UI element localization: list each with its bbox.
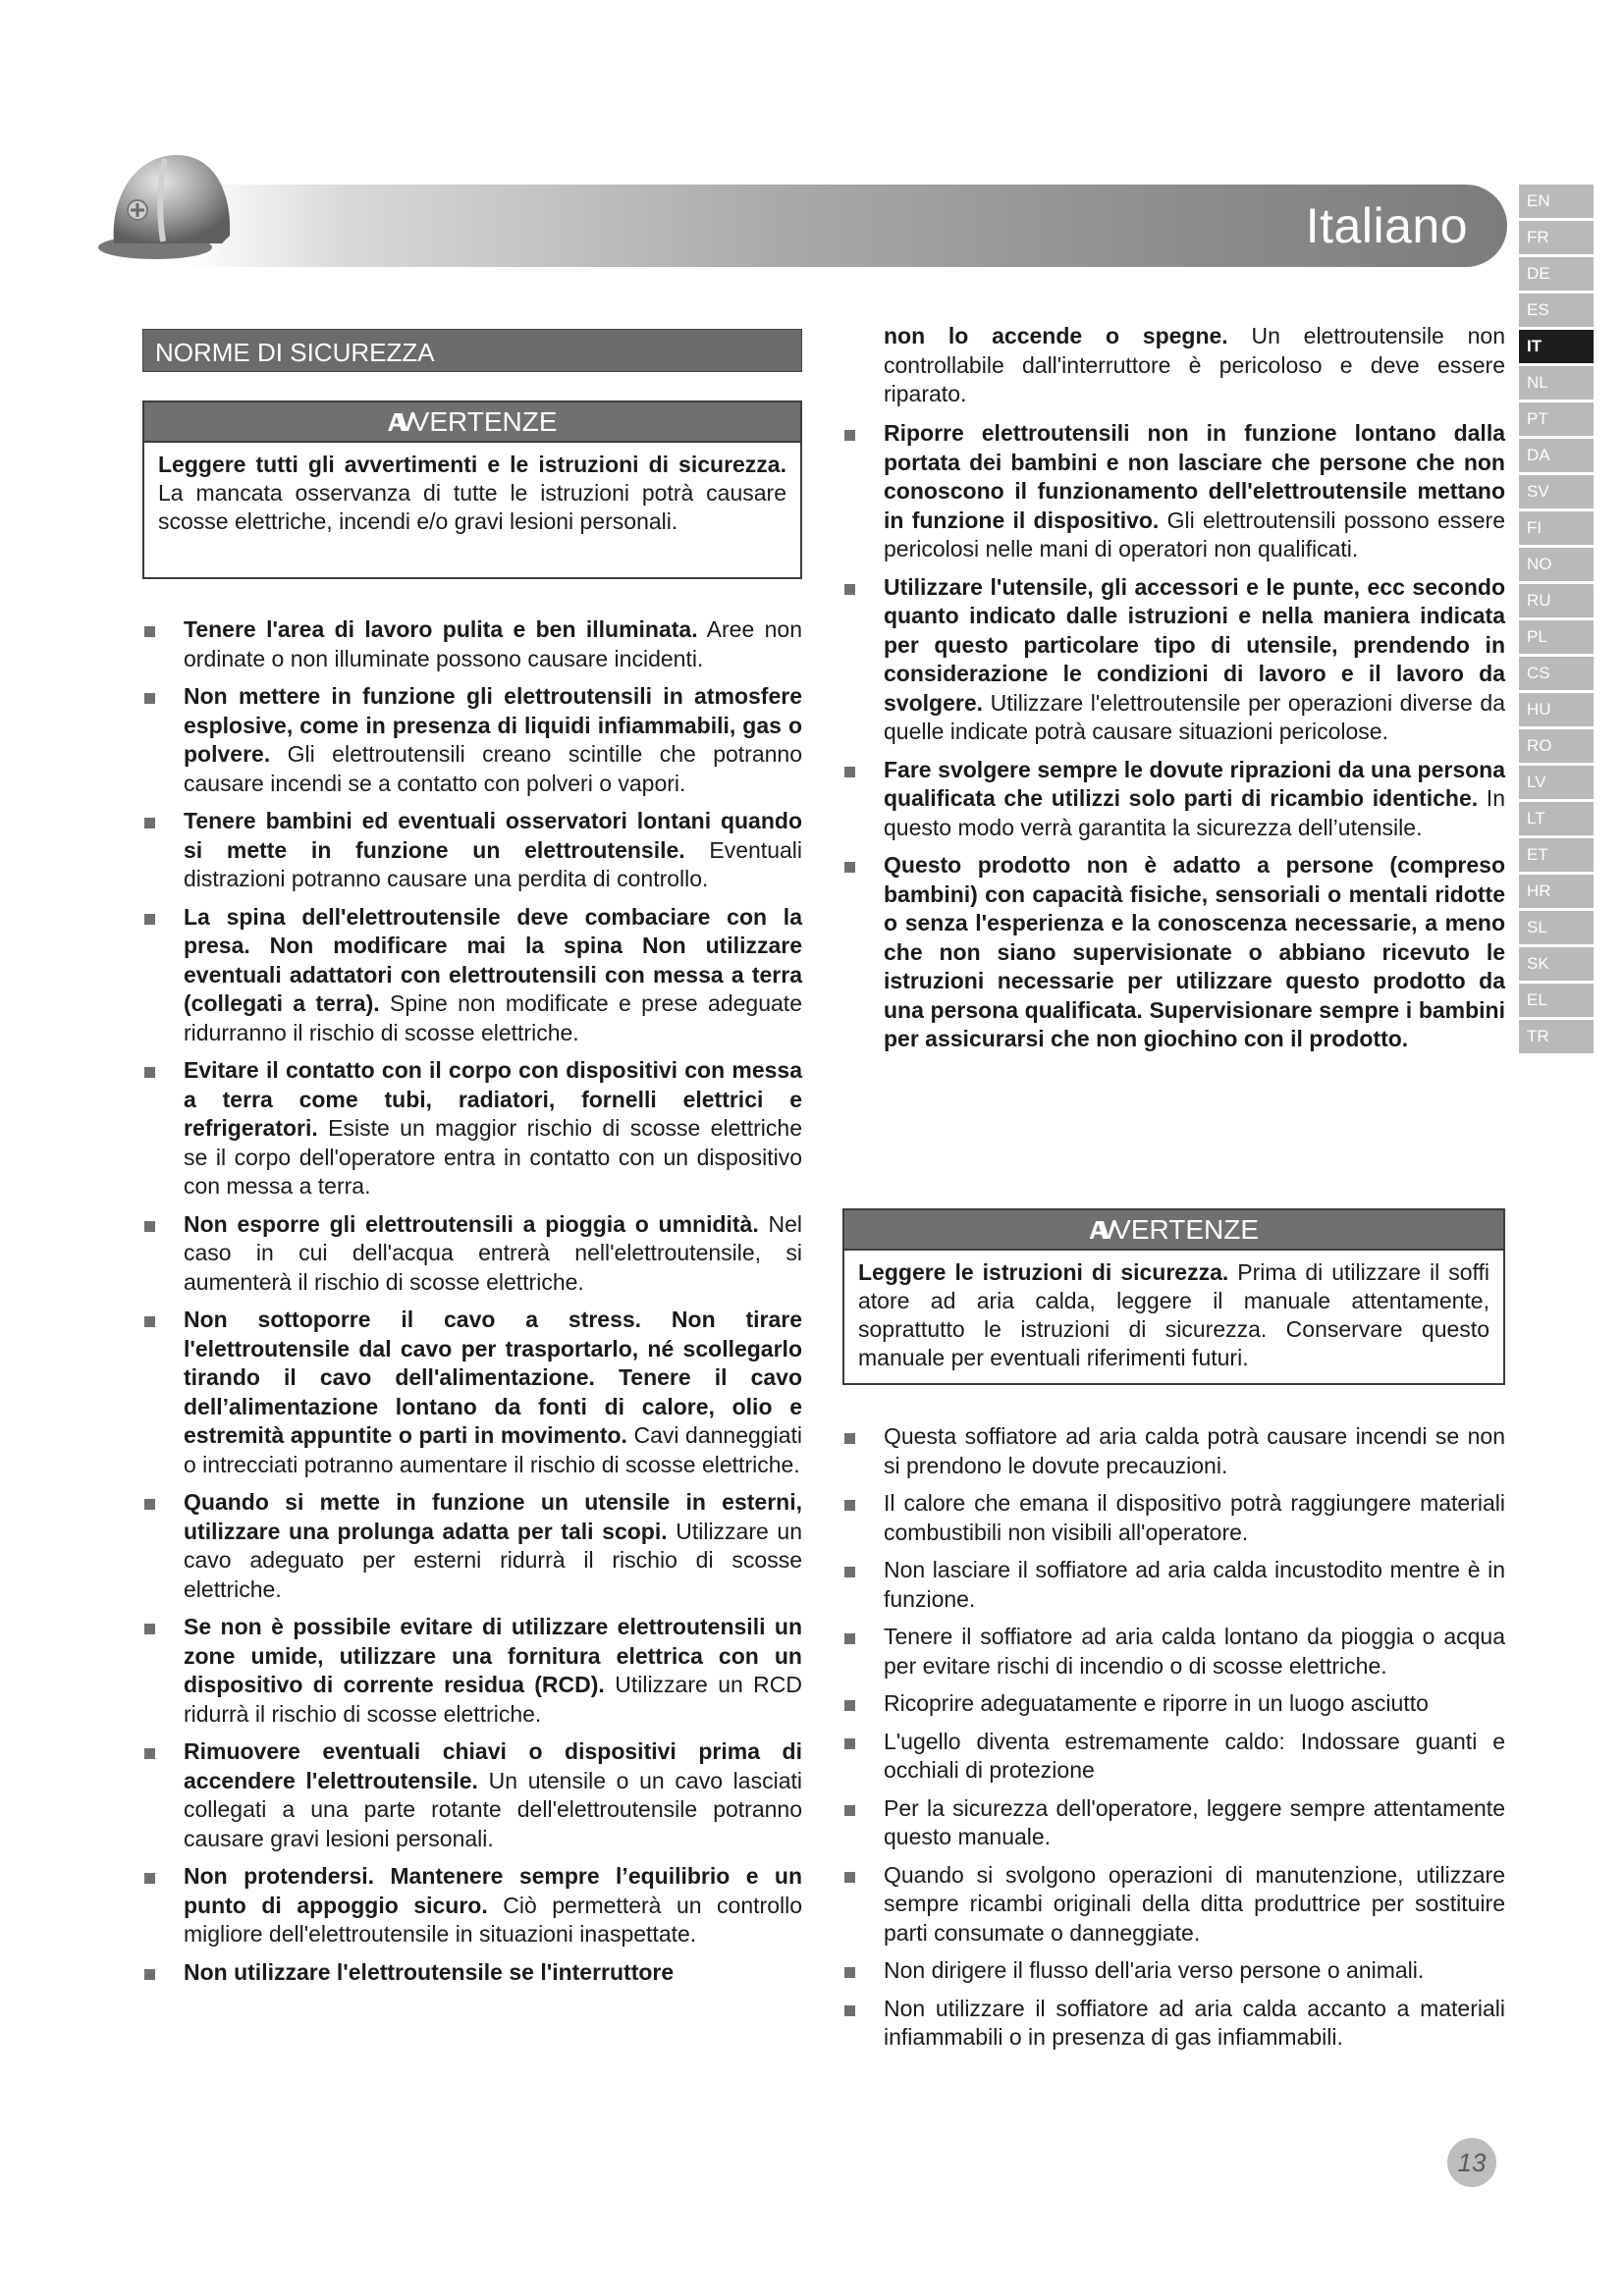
- warning-text: [144, 443, 800, 542]
- warning-title: VERTENZE: [1112, 1214, 1260, 1245]
- lang-tab-ro[interactable]: RO: [1519, 729, 1594, 763]
- warning-header: [144, 402, 800, 443]
- warning-bold-text: Leggere le istruzioni di sicurezza.: [858, 1259, 1229, 1285]
- warning-text: [844, 1251, 1503, 1378]
- right-bullet-list: [842, 419, 1505, 1063]
- lang-tab-ru[interactable]: RU: [1519, 584, 1594, 617]
- list-item: Non esporre gli elettroutensili a pioggia o umnidità. Nel caso in cui dell'acqua entrerà nell'elettroutensile, si aumenterà il rischio di scosse elettriche.: [142, 1210, 802, 1298]
- warning-plain-text: Prima di utilizzare il soffi atore ad aria calda, leggere il manuale attentamente, soprattutto le istruzioni di sicurezza. Conservare questo manuale per eventuali riferimenti futuri.: [858, 1259, 1489, 1370]
- language-tabs: [1519, 185, 1594, 1056]
- warning-title: VERTENZE: [410, 406, 558, 437]
- lang-tab-nl[interactable]: NL: [1519, 366, 1594, 400]
- list-item: Se non è possibile evitare di utilizzare elettroutensili un zone umide, utilizzare una fornitura elettrica con un dispositivo di corrente residua (RCD). Utilizzare un RCD ridurrà il rischio di scosse elettriche.: [142, 1613, 802, 1729]
- lang-tab-en[interactable]: EN: [1519, 185, 1594, 218]
- list-item: Quando si svolgono operazioni di manutenzione, utilizzare sempre ricambi originali della ditta produttrice per sostituire parti consumate o danneggiate.: [842, 1861, 1505, 1949]
- lang-tab-it[interactable]: IT: [1519, 330, 1594, 363]
- lang-tab-sl[interactable]: SL: [1519, 911, 1594, 944]
- list-item: Per la sicurezza dell'operatore, leggere sempre attentamente questo manuale.: [842, 1794, 1505, 1852]
- lang-tab-fr[interactable]: FR: [1519, 221, 1594, 254]
- lang-tab-hu[interactable]: HU: [1519, 693, 1594, 726]
- lang-tab-cs[interactable]: CS: [1519, 657, 1594, 690]
- lang-tab-hr[interactable]: HR: [1519, 875, 1594, 908]
- warning-box-2: [842, 1208, 1505, 1385]
- list-item: Questo prodotto non è adatto a persone (compreso bambini) con capacità fisiche, sensoriali o mentali ridotte o senza l'esperienza e la conoscenza necessarie, a meno che non siano supervisionate o abbiano ricevuto le istruzioni necessarie per utilizzare questo prodotto da una persona qualificata. Supervisionare sempre i bambini per assicurarsi che non giochino con il prodotto.: [842, 851, 1505, 1054]
- lang-tab-lv[interactable]: LV: [1519, 766, 1594, 799]
- lang-tab-sk[interactable]: SK: [1519, 947, 1594, 981]
- list-item: Fare svolgere sempre le dovute riprazioni da una persona qualificata che utilizzi solo parti di ricambio identiche. In questo modo verrà garantita la sicurezza dell’utensile.: [842, 756, 1505, 843]
- lang-tab-tr[interactable]: TR: [1519, 1020, 1594, 1053]
- lang-tab-no[interactable]: NO: [1519, 548, 1594, 581]
- lang-tab-fi[interactable]: FI: [1519, 511, 1594, 545]
- list-item: Ricoprire adeguatamente e riporre in un luogo asciutto: [842, 1689, 1505, 1719]
- list-item: Utilizzare l'utensile, gli accessori e le punte, ecc secondo quanto indicato dalle istruzioni e nella maniera indicata per questo particolare tipo di utensile, prendendo in considerazione le condizioni di lavoro e il lavoro da svolgere. Utilizzare l'elettroutensile per operazioni diverse da quelle indicate potrà causare situazioni pericolose.: [842, 573, 1505, 747]
- warning-plain-text: La mancata osservanza di tutte le istruzioni potrà causare scosse elettriche, incendi e/o gravi lesioni personali.: [158, 480, 786, 534]
- list-item: Tenere l'area di lavoro pulita e ben illuminata. Aree non ordinate o non illuminate possono causare incidenti.: [142, 615, 802, 673]
- list-item: Non mettere in funzione gli elettroutensili in atmosfere esplosive, come in presenza di liquidi infiammabili, gas o polvere. Gli elettroutensili creano scintille che potranno causare incendi se a contatto con polveri o vapori.: [142, 682, 802, 798]
- page-number: 13: [1447, 2138, 1496, 2187]
- lang-tab-sv[interactable]: SV: [1519, 475, 1594, 508]
- lang-tab-pl[interactable]: PL: [1519, 620, 1594, 654]
- list-item: L'ugello diventa estremamente caldo: Indossare guanti e occhiali di protezione: [842, 1728, 1505, 1786]
- lang-tab-es[interactable]: ES: [1519, 294, 1594, 327]
- list-item: Non lasciare il soffiatore ad aria calda incustodito mentre è in funzione.: [842, 1556, 1505, 1614]
- list-item: Non utilizzare il soffiatore ad aria calda accanto a materiali infiammabili o in presenza di gas infiammabili.: [842, 1995, 1505, 2053]
- warning-box-1: [142, 400, 802, 579]
- warning-header: [844, 1210, 1503, 1251]
- warning-bold-text: Leggere tutti gli avvertimenti e le istruzioni di sicurezza.: [158, 452, 786, 477]
- list-item: Tenere il soffiatore ad aria calda lontano da pioggia o acqua per evitare rischi di incendio o di scosse elettriche.: [842, 1623, 1505, 1681]
- list-item: Riporre elettroutensili non in funzione lontano dalla portata dei bambini e non lasciare che persone che non conoscono il funzionamento dell'elettroutensile mettano in funzione il dispositivo. Gli elettroutensili possono essere pericolosi nelle mani di operatori non qualificati.: [842, 419, 1505, 564]
- list-item: Questa soffiatore ad aria calda potrà causare incendi se non si prendono le dovute precauzioni.: [842, 1422, 1505, 1480]
- right-bullet-list-2: [842, 1422, 1505, 2061]
- warning-a-icon: AV: [1088, 1215, 1111, 1245]
- lang-tab-el[interactable]: EL: [1519, 984, 1594, 1017]
- lang-tab-lt[interactable]: LT: [1519, 802, 1594, 835]
- list-item: Non sottoporre il cavo a stress. Non tirare l'elettroutensile dal cavo per trasportarlo, né scollegarlo tirando il cavo dell'alimentazione. Tenere il cavo dell’alimentazione lontano da fonti di calore, olio e estremità appuntite o parti in movimento. Cavi danneggiati o intrecciati potranno aumentare il rischio di scosse elettriche.: [142, 1306, 802, 1479]
- list-item: Non dirigere il flusso dell'aria verso persone o animali.: [842, 1956, 1505, 1986]
- list-item: La spina dell'elettroutensile deve combaciare con la presa. Non modificare mai la spina Non utilizzare eventuali adattatori con elettroutensili con messa a terra (collegati a terra). Spine non modificate e prese adeguate ridurranno il rischio di scosse elettriche.: [142, 903, 802, 1048]
- list-item: Non utilizzare l'elettroutensile se l'interruttore: [142, 1958, 802, 1988]
- left-bullet-list: [142, 615, 802, 1996]
- list-item: Tenere bambini ed eventuali osservatori lontani quando si mette in funzione un elettroutensile. Eventuali distrazioni potranno causare una perdita di controllo.: [142, 807, 802, 894]
- helmet-icon: [96, 137, 234, 265]
- list-item: Non protendersi. Mantenere sempre l’equilibrio e un punto di appoggio sicuro. Ciò permetterà un controllo migliore dell'elettroutensile in situazioni inaspettate.: [142, 1862, 802, 1949]
- page-title: Italiano: [1305, 198, 1468, 253]
- list-item: Rimuovere eventuali chiavi o dispositivi prima di accendere l'elettroutensile. Un utensile o un cavo lasciati collegati a una parte rotante dell'elettroutensile potranno causare gravi lesioni personali.: [142, 1737, 802, 1853]
- lang-tab-de[interactable]: DE: [1519, 257, 1594, 291]
- continued-paragraph: non lo accende o spegne. Un elettroutensile non controllabile dall'interruttore è pericoloso e deve essere riparato.: [884, 323, 1505, 406]
- list-item: Evitare il contatto con il corpo con dispositivi con messa a terra come tubi, radiatori, fornelli elettrici e refrigeratori. Esiste un maggior rischio di scosse elettriche se il corpo dell'operatore entra in contatto con un dispositivo con messa a terra.: [142, 1056, 802, 1201]
- lang-tab-da[interactable]: DA: [1519, 439, 1594, 472]
- list-item: Quando si mette in funzione un utensile in esterni, utilizzare una prolunga adatta per tali scopi. Utilizzare un cavo adeguato per esterni ridurrà il rischio di scosse elettriche.: [142, 1488, 802, 1604]
- section-heading: NORME DI SICUREZZA: [142, 329, 802, 372]
- warning-a-icon: AV: [387, 407, 409, 437]
- lang-tab-et[interactable]: ET: [1519, 838, 1594, 872]
- header-bar: [187, 185, 1507, 267]
- list-item: Il calore che emana il dispositivo potrà raggiungere materiali combustibili non visibili all'operatore.: [842, 1489, 1505, 1547]
- lang-tab-pt[interactable]: PT: [1519, 402, 1594, 436]
